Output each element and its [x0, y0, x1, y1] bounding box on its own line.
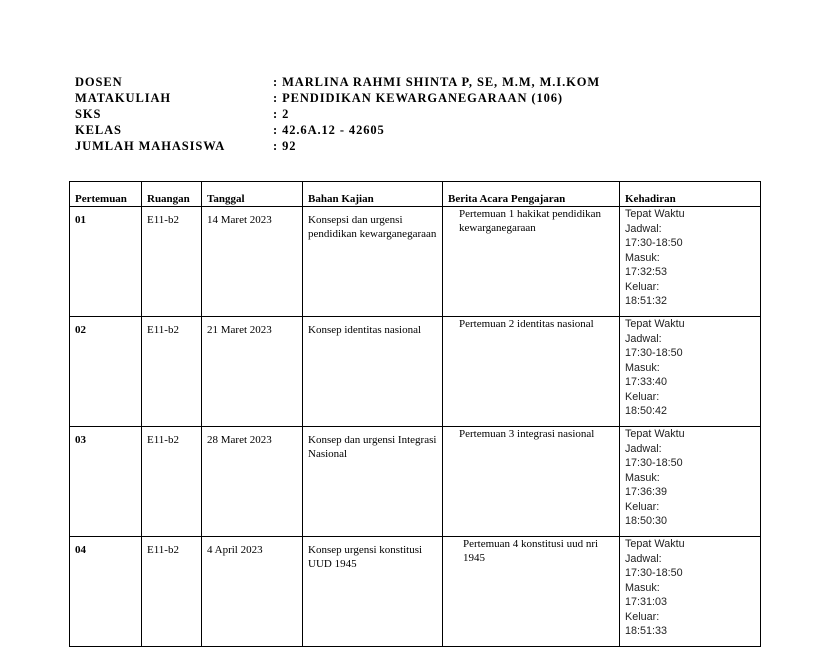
cell-tanggal: 4 April 2023 — [202, 537, 303, 647]
check-in-time: 17:36:39 — [625, 486, 668, 498]
check-out-time: 18:51:32 — [625, 295, 668, 307]
check-out-label: Keluar: — [625, 610, 660, 623]
cell-bahan-kajian: Konsepsi dan urgensi pendidikan kewarganegaraan — [303, 207, 443, 317]
course-header — [75, 74, 600, 154]
check-in-label: Masuk: — [625, 471, 660, 484]
schedule-label: Jadwal: — [625, 222, 662, 235]
cell-tanggal: 14 Maret 2023 — [202, 207, 303, 317]
check-in-label: Masuk: — [625, 251, 660, 264]
cell-berita-acara: Pertemuan 1 hakikat pendidikan kewarganegaraan — [443, 207, 620, 317]
attendance-table — [69, 181, 761, 647]
attendance-status: Tepat Waktu — [625, 428, 685, 440]
cell-tanggal: 21 Maret 2023 — [202, 317, 303, 427]
schedule-time: 17:30-18:50 — [625, 347, 683, 359]
column-header-kehadiran: Kehadiran — [620, 182, 761, 207]
cell-bahan-kajian: Konsep identitas nasional — [303, 317, 443, 427]
table-row — [70, 207, 761, 317]
cell-ruangan: E11-b2 — [142, 537, 202, 647]
header-row-matakuliah — [75, 90, 600, 106]
cell-ruangan: E11-b2 — [142, 317, 202, 427]
table-row — [70, 537, 761, 647]
cell-ruangan: E11-b2 — [142, 427, 202, 537]
schedule-time: 17:30-18:50 — [625, 457, 683, 469]
check-in-label: Masuk: — [625, 361, 660, 374]
cell-pertemuan: 04 — [70, 537, 142, 647]
check-out-label: Keluar: — [625, 500, 660, 513]
header-value: : PENDIDIKAN KEWARGANEGARAAN (106) — [273, 91, 563, 105]
cell-berita-acara: Pertemuan 2 identitas nasional — [443, 317, 620, 427]
column-header-berita-acara: Berita Acara Pengajaran — [443, 182, 620, 207]
check-out-time: 18:50:30 — [625, 515, 668, 527]
header-label: MATAKULIAH — [75, 91, 172, 105]
table-row — [70, 427, 761, 537]
header-label: SKS — [75, 107, 102, 121]
cell-tanggal: 28 Maret 2023 — [202, 427, 303, 537]
cell-bahan-kajian: Konsep urgensi konstitusi UUD 1945 — [303, 537, 443, 647]
header-label: DOSEN — [75, 75, 123, 89]
column-header-ruangan: Ruangan — [142, 182, 202, 207]
header-value: : 92 — [273, 139, 297, 153]
cell-berita-acara: Pertemuan 4 konstitusi uud nri 1945 — [443, 537, 620, 647]
header-label: JUMLAH MAHASISWA — [75, 139, 226, 153]
check-out-time: 18:51:33 — [625, 625, 668, 637]
check-out-time: 18:50:42 — [625, 405, 668, 417]
header-row-dosen — [75, 74, 600, 90]
schedule-label: Jadwal: — [625, 552, 662, 565]
attendance-status: Tepat Waktu — [625, 318, 685, 330]
table-row — [70, 317, 761, 427]
check-in-time: 17:31:03 — [625, 596, 668, 608]
column-header-pertemuan: Pertemuan — [70, 182, 142, 207]
cell-berita-acara: Pertemuan 3 integrasi nasional — [443, 427, 620, 537]
header-value: : 2 — [273, 107, 290, 121]
schedule-time: 17:30-18:50 — [625, 237, 683, 249]
column-header-tanggal: Tanggal — [202, 182, 303, 207]
cell-kehadiran — [620, 207, 761, 317]
header-row-kelas — [75, 122, 600, 138]
schedule-label: Jadwal: — [625, 442, 662, 455]
check-in-time: 17:32:53 — [625, 266, 668, 278]
attendance-status: Tepat Waktu — [625, 208, 685, 220]
cell-ruangan: E11-b2 — [142, 207, 202, 317]
header-row-jumlah-mahasiswa — [75, 138, 600, 154]
table-header-row — [70, 182, 761, 207]
header-value: : 42.6A.12 - 42605 — [273, 123, 385, 137]
cell-bahan-kajian: Konsep dan urgensi Integrasi Nasional — [303, 427, 443, 537]
cell-kehadiran — [620, 427, 761, 537]
column-header-bahan-kajian: Bahan Kajian — [303, 182, 443, 207]
header-row-sks — [75, 106, 600, 122]
cell-pertemuan: 02 — [70, 317, 142, 427]
schedule-label: Jadwal: — [625, 332, 662, 345]
check-out-label: Keluar: — [625, 390, 660, 403]
schedule-time: 17:30-18:50 — [625, 567, 683, 579]
cell-pertemuan: 03 — [70, 427, 142, 537]
check-in-label: Masuk: — [625, 581, 660, 594]
check-in-time: 17:33:40 — [625, 376, 668, 388]
header-label: KELAS — [75, 123, 122, 137]
cell-kehadiran — [620, 317, 761, 427]
header-value: : MARLINA RAHMI SHINTA P, SE, M.M, M.I.KOM — [273, 75, 601, 89]
attendance-status: Tepat Waktu — [625, 538, 685, 550]
cell-kehadiran — [620, 537, 761, 647]
check-out-label: Keluar: — [625, 280, 660, 293]
cell-pertemuan: 01 — [70, 207, 142, 317]
